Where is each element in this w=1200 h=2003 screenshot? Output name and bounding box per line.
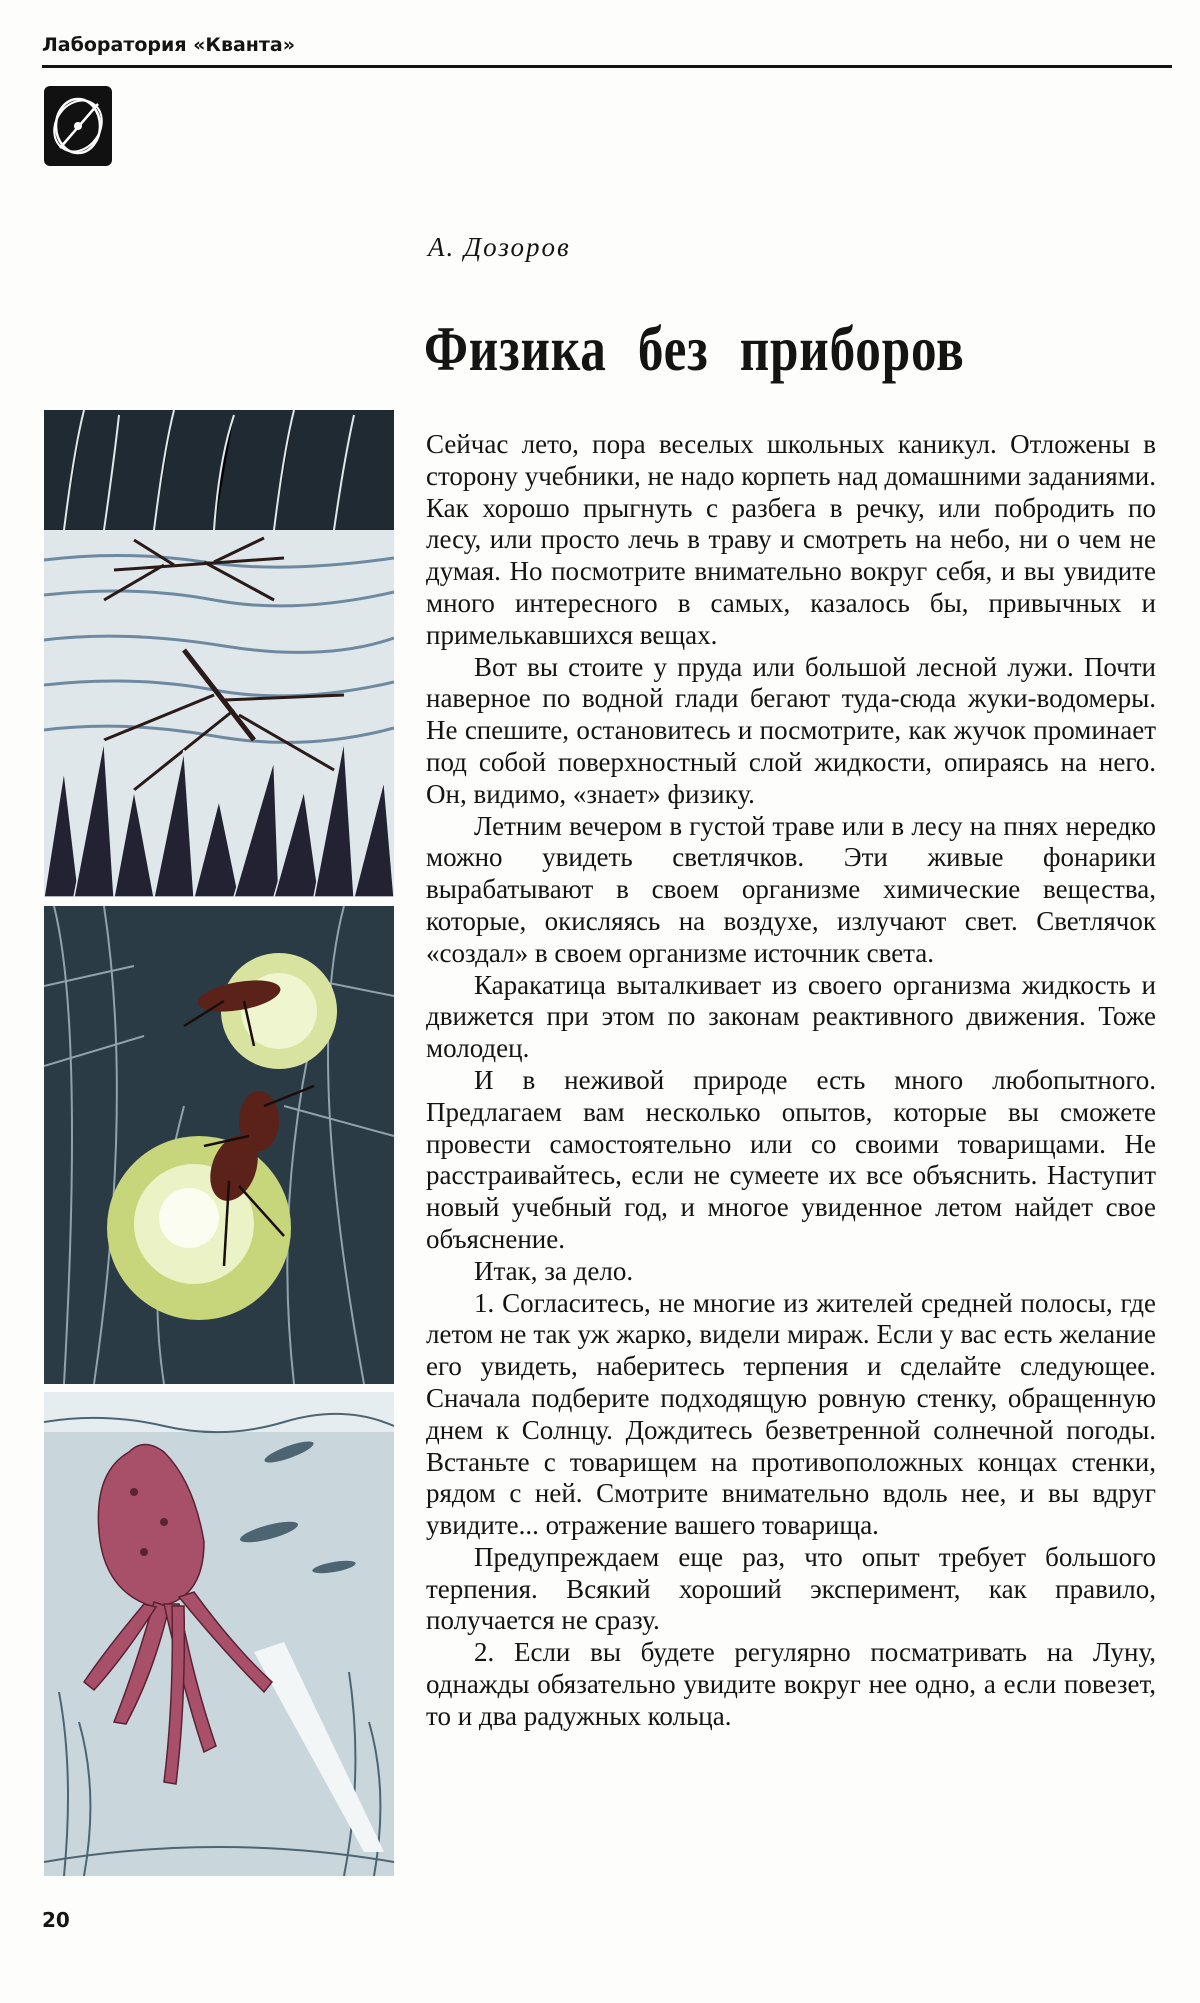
article-title: Физика без приборов xyxy=(424,313,965,384)
illustration-fireflies xyxy=(44,906,394,1384)
paragraph-experiment-2: 2. Если вы будете регулярно посматривать на Луну, однажды обязательно увидите вокруг нее одно, а если повезет, то и два радужных кольца. xyxy=(426,1637,1156,1731)
paragraph-water-striders: Вот вы стоите у пруда или большой лесной лужи. Почти наверное по водной глади бегают туда-сюда жуки-водомеры. Не спешите, остановитесь и посмотрите, как жучок проминает под собой поверхностный слой жидкости, опираясь на него. Он, видимо, «знает» физику. xyxy=(426,651,1156,809)
illustration-water-striders xyxy=(44,410,394,897)
paragraph-experiments-intro: И в неживой природе есть много любопытного. Предлагаем вам несколько опытов, которые вы сможете провести самостоятельно или со своими товарищами. Не расстраивайтесь, если не сумеете их все объяснить. Наступит новый учебный год, и многое увиденное летом найдет свое объяснение. xyxy=(426,1064,1156,1254)
section-header: Лаборатория «Кванта» xyxy=(42,34,296,56)
header-rule xyxy=(42,65,1172,68)
paragraph-experiment-1: 1. Согласитесь, не многие из жителей средней полосы, где летом не так уж жарко, видели мираж. Если у вас есть желание его увидеть, наберитесь терпения и сделайте следующее. Сначала подберите подходящую ровную стенку, обращенную днем к Солнцу. Дождитесь безветренной солнечной погоды. Встаньте с товарищем на противоположных концах стенки, рядом с ней. Смотрите внимательно вдоль нее, и вы вдруг увидите... отражение вашего товарища. xyxy=(426,1287,1156,1541)
paragraph-fireflies: Летним вечером в густой траве или в лесу на пнях нередко можно увидеть светлячков. Эти живые фонарики вырабатывают в своем организме химические вещества, которые, окисляясь на воздухе, излучают свет. Светлячок «создал» в своем организме источник света. xyxy=(426,810,1156,968)
paragraph-warning: Предупреждаем еще раз, что опыт требует большого терпения. Всякий хороший эксперимент, как правило, получается не сразу. xyxy=(426,1541,1156,1636)
article-author: А. Дозоров xyxy=(428,232,571,262)
article-body xyxy=(426,429,1156,1733)
kvant-logo-icon xyxy=(44,86,112,166)
paragraph-intro: Сейчас лето, пора веселых школьных каникул. Отложены в сторону учебники, не надо корпеть над домашними заданиями. Как хорошо прыгнуть с разбега в речку, или побродить по лесу, или просто лечь в траву и смотреть на небо, ни о чем не думая. Но посмотрите внимательно вокруг себя, и вы увидите много интересного в самых, казалось бы, привычных и примелькавшихся вещах. xyxy=(426,429,1156,650)
paragraph-lets-begin: Итак, за дело. xyxy=(474,1255,634,1286)
page-number: 20 xyxy=(42,1908,70,1932)
illustration-cuttlefish xyxy=(44,1392,394,1876)
paragraph-cuttlefish: Каракатица выталкивает из своего организма жидкость и движется при этом по законам реактивного движения. Тоже молодец. xyxy=(426,969,1156,1064)
